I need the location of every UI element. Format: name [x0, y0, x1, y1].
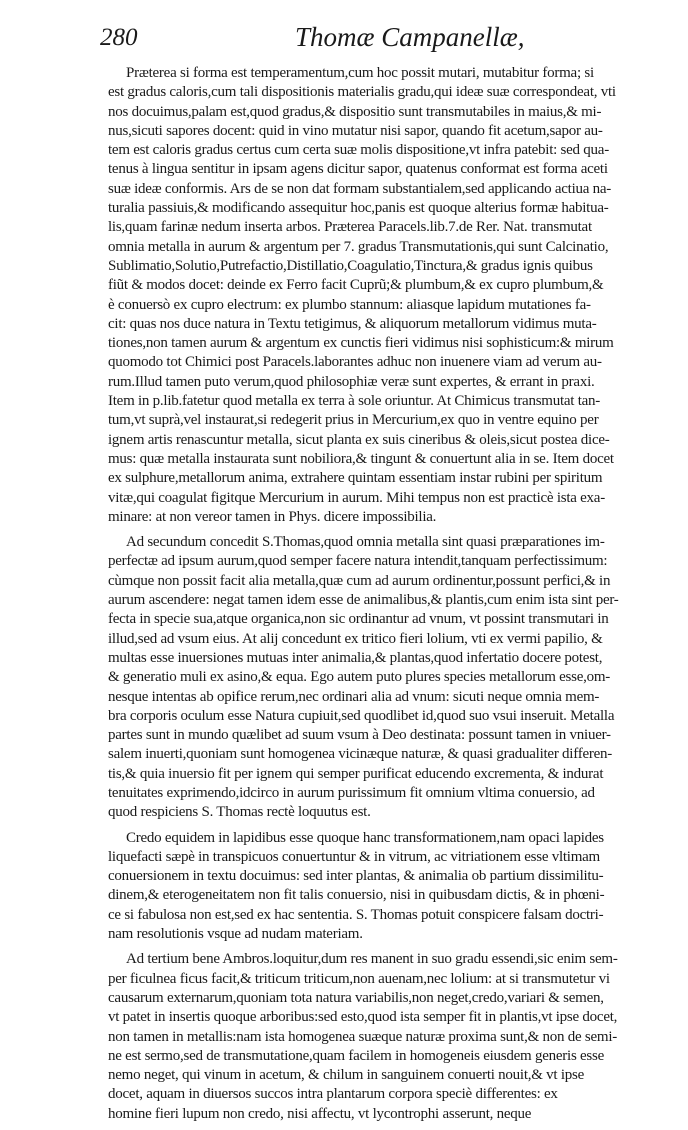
- page-number: 280: [100, 24, 138, 51]
- text-line: vitæ,qui coagulat figitque Mercurium in aurum. Mihi tempus non est practicè ista exa-: [108, 489, 605, 506]
- text-line: nus,sicuti sapores docent: quid in vino mutatur nisi sapor, quando fit acetum,sapor au-: [108, 122, 603, 139]
- text-line: tis,& quia inuersio fit per ignem qui semper purificat educendo excrementa, & indurat: [108, 765, 604, 782]
- text-line: est gradus caloris,cum tali dispositionis materialis gradu,qui ideæ suæ correspondeat, vti: [108, 84, 616, 101]
- text-line: Item in p.lib.fatetur quod metalla ex terra à sole oriuntur. At Chimicus transmutat tan-: [108, 393, 601, 410]
- text-line: turalia passiuis,& modificando assequitur hoc,panis est quoque alterius formæ habitua-: [108, 200, 609, 217]
- text-line: partes sunt in mundo quælibet ad suum vsum à Deo destinata: possunt tamen in vniuer-: [108, 727, 611, 744]
- text-line: per ficulnea ficus facit,& triticum triticum,non auenam,nec lolium: at si transmutetur vi: [108, 970, 610, 987]
- text-line: perfectæ ad ipsum aurum,quod semper facere natura intendit,tanquam perfectissimum:: [108, 553, 608, 570]
- text-line: non tamen in metallis:nam ista homogenea suæque naturæ proxima sunt,& non de semi-: [108, 1028, 617, 1045]
- text-line: nesque intentas ab opifice rerum,nec ordinari alia ad vnum: sicuti neque omnia mem-: [108, 688, 600, 705]
- text-line: cùmque non possit facit alia metalla,quæ cum ad aurum ordinentur,possunt perfici,& in: [108, 572, 611, 589]
- text-line: è conuersò ex cupro electrum: ex plumbo stannum: aliasque lapidum mutationes fa-: [108, 296, 591, 313]
- text-line: Ad secundum concedit S.Thomas,quod omnia metalla sint quasi præparationes im-: [126, 534, 605, 551]
- paragraph: [108, 829, 666, 945]
- text-line: vt patet in insertis quoque arboribus:sed esto,quod ista semper fit in plantis,vt ipse docet,: [108, 1009, 618, 1026]
- text-line: rum.Illud tamen puto verum,quod philosophiæ veræ sunt expertes, & errant in praxi.: [108, 373, 595, 390]
- text-line: & generatio muli ex asino,& equa. Ego autem puto plures species metallorum esse,om-: [108, 669, 611, 686]
- text-line: tenus à lingua sentitur in ipsam agens dicitur sapor, quatenus conformat est forma aceti: [108, 161, 608, 178]
- page-header: [100, 22, 672, 52]
- text-line: tenuitates exprimendo,idcirco in aurum purissimum fit omnium vltima conuersio, ad: [108, 784, 595, 801]
- page-body: [108, 64, 666, 1130]
- text-line: fiũt & modos docet: deinde ex Ferro facit Cuprũ;& plumbum,& ex cupro plumbum,&: [108, 277, 604, 294]
- text-line: Præterea si forma est temperamentum,cum hoc possit mutari, mutabitur forma; si: [126, 65, 594, 81]
- text-line: tum,vt suprà,vel instaurat,si redegerit prius in Mercurium,ex quo in ventre equino per: [108, 412, 599, 429]
- text-line: nemo neget, qui vinum in acetum, & chilum in sanguinem conuerti nouit,& vt ipse: [108, 1067, 584, 1084]
- text-line: fecta in specie sua,atque organica,non sic ordinantur ad vnum, vt possint transmutari in: [108, 611, 609, 628]
- text-line: ce si fabulosa non est,sed ex hac sententia. S. Thomas potuit conspicere falsam doctri-: [108, 906, 604, 923]
- paragraph: [108, 950, 666, 1124]
- text-line: mus: quæ metalla instaurata sunt nobiliora,& tingunt & conuertunt alia in se. Item docet: [108, 450, 614, 467]
- text-line: dinem,& eterogeneitatem non fit talis conuersio, nisi in quibusdam dictis, & in phœni-: [108, 887, 605, 904]
- text-line: aurum ascendere: negat tamen idem esse de animalibus,& plantis,cum enim ista sint per-: [108, 592, 619, 609]
- paragraph: [108, 64, 666, 527]
- text-line: suæ ideæ conformis. Ars de se non dat formam substantialem,sed applicando actiua na-: [108, 180, 612, 197]
- text-line: nam resolutionis vsque ad nudam materiam.: [108, 926, 363, 943]
- text-line: lis,quam farinæ nedum inserta arbos. Præterea Paracels.lib.7.de Rer. Nat. transmutat: [108, 219, 592, 236]
- text-line: causarum externarum,quoniam tota natura variabilis,non neget,credo,variari & semen,: [108, 989, 604, 1006]
- text-line: liquefacti sæpè in transpicuos conuertuntur & in vitrum, ac vitriationem esse vltimam: [108, 848, 600, 865]
- text-line: omnia metalla in aurum & argentum per 7. gradus Transmutationis,qui sunt Calcinatio,: [108, 238, 609, 255]
- text-line: multas esse inuersiones mutuas inter animalia,& plantas,quod infertatio docere potest,: [108, 649, 603, 666]
- text-line: illud,sed ad vsum eius. At alij concedunt ex tritico fieri lolium, vti ex vermi papilio, &: [108, 630, 603, 647]
- text-line: conuersionem in textu docuimus: sed inter plantas, & animalia ob partium dissimilitu-: [108, 868, 604, 885]
- text-line: tiones,non tamen aurum & argentum ex cunctis fieri vidimus nisi sophisticum:& mirum: [108, 335, 614, 352]
- text-line: quomodo tot Chimici post Paracels.laborantes adhuc non inuenere viam ad verum au-: [108, 354, 602, 371]
- text-line: Ad tertium bene Ambros.loquitur,dum res manent in suo gradu essendi,sic enim sem-: [126, 951, 618, 968]
- text-line: Credo equidem in lapidibus esse quoque hanc transformationem,nam opaci lapides: [126, 829, 604, 846]
- text-line: docet, aquam in diuersos succos intra plantarum corpora speciè differentes: ex: [108, 1086, 558, 1103]
- text-line: bra corporis oculum esse Natura cupiuit,sed quodlibet id,quod suo vsui inseruit. Metalla: [108, 707, 615, 724]
- text-line: salem inuerti,quoniam sunt homogenea vicinæque naturæ, & quasi gradualiter differen-: [108, 746, 612, 763]
- running-head: Thomæ Campanellæ,: [295, 22, 525, 52]
- text-line: cit: quas nos duce natura in Textu tetigimus, & aliquorum metallorum vidimus muta-: [108, 315, 597, 332]
- text-line: quod respiciens S. Thomas rectè loquutus est.: [108, 804, 371, 821]
- text-line: Sublimatio,Solutio,Putrefactio,Distillatio,Coagulatio,Tinctura,& gradus ignis quibus: [108, 257, 593, 274]
- paragraph: [108, 533, 666, 822]
- text-line: ex sulphure,metallorum anima, extrahere quintam essentiam instar rubini per spiritum: [108, 470, 603, 487]
- text-line: ignem artis renascuntur metalla, sicut planta ex suis cineribus & oleis,sicut postea dice-: [108, 431, 610, 448]
- text-line: ne est sermo,sed de transmutatione,quam facilem in homogeneis eiusdem generis esse: [108, 1047, 605, 1064]
- text-line: tem est caloris gradus certus cum certa suæ molis dispositione,vt infra patebit: sed qua-: [108, 142, 609, 159]
- text-line: nos docuimus,palam est,quod gradus,& dispositio sunt transmutabiles in maius,& mi-: [108, 103, 602, 120]
- text-line: minare: at non vereor tamen in Phys. dicere impossibilia.: [108, 508, 437, 525]
- text-line: homine fieri lupum non credo, nisi affectu, vt lycontrophi asserunt, neque: [108, 1105, 532, 1122]
